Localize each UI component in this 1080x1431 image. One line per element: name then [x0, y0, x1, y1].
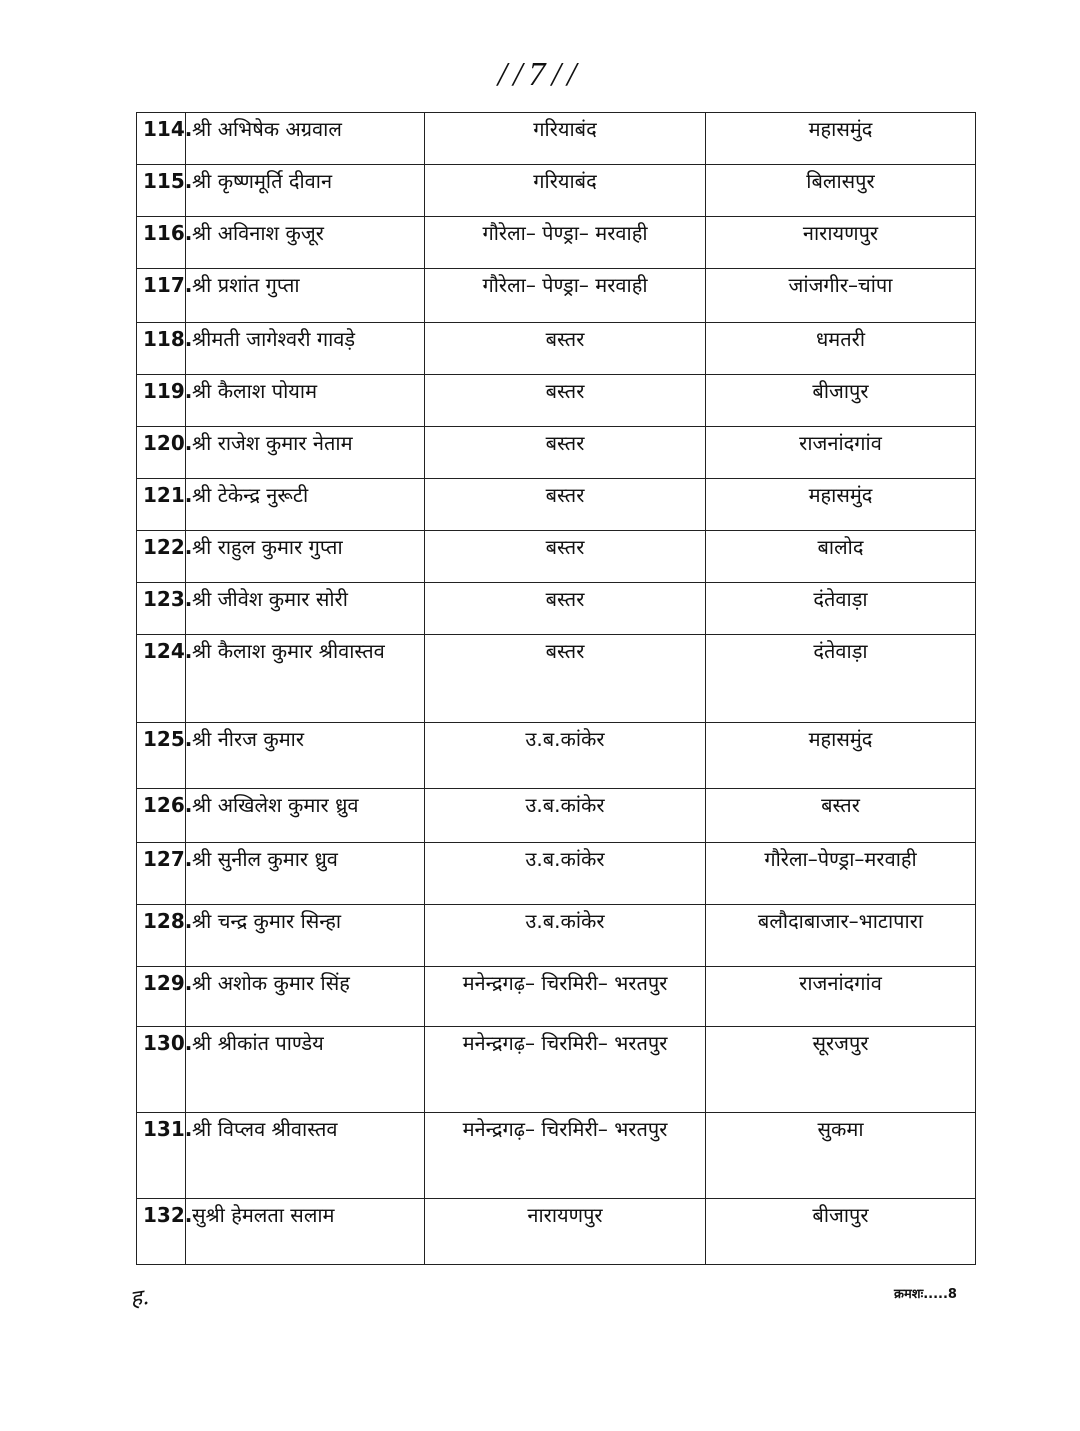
to-district-cell: दंतेवाड़ा [706, 635, 976, 723]
to-district-cell: गौरेला–पेण्ड्रा–मरवाही [706, 843, 976, 905]
serial-number-cell: 124. [137, 635, 186, 723]
to-district-cell: बिलासपुर [706, 165, 976, 217]
officer-name-cell: श्री सुनील कुमार ध्रुव [186, 843, 425, 905]
from-district-cell: गरियाबंद [425, 113, 706, 165]
serial-number-cell: 123. [137, 583, 186, 635]
to-district-cell: राजनांदगांव [706, 967, 976, 1027]
serial-number-cell: 117. [137, 269, 186, 323]
table-row [137, 967, 976, 1027]
serial-number-cell: 115. [137, 165, 186, 217]
table-row [137, 789, 976, 843]
from-district-cell: बस्तर [425, 635, 706, 723]
table-row [137, 1113, 976, 1199]
officer-name-cell: श्री प्रशांत गुप्ता [186, 269, 425, 323]
table-row [137, 723, 976, 789]
to-district-cell: महासमुंद [706, 113, 976, 165]
officer-name-cell: श्री अभिषेक अग्रवाल [186, 113, 425, 165]
from-district-cell: गौरेला– पेण्ड्रा– मरवाही [425, 217, 706, 269]
transfer-table [136, 112, 976, 1265]
officer-name-cell: श्री जीवेश कुमार सोरी [186, 583, 425, 635]
officer-name-cell: श्री राहुल कुमार गुप्ता [186, 531, 425, 583]
from-district-cell: बस्तर [425, 479, 706, 531]
officer-name-cell: श्री नीरज कुमार [186, 723, 425, 789]
to-district-cell: महासमुंद [706, 723, 976, 789]
table-row [137, 843, 976, 905]
serial-number-cell: 121. [137, 479, 186, 531]
from-district-cell: बस्तर [425, 531, 706, 583]
table-row [137, 635, 976, 723]
to-district-cell: नारायणपुर [706, 217, 976, 269]
to-district-cell: बीजापुर [706, 375, 976, 427]
to-district-cell: बस्तर [706, 789, 976, 843]
table-row [137, 427, 976, 479]
officer-name-cell: श्रीमती जागेश्वरी गावड़े [186, 323, 425, 375]
to-district-cell: राजनांदगांव [706, 427, 976, 479]
from-district-cell: बस्तर [425, 583, 706, 635]
officer-name-cell: श्री श्रीकांत पाण्डेय [186, 1027, 425, 1113]
page-number: //7// [497, 56, 583, 93]
officer-name-cell: श्री कृष्णमूर्ति दीवान [186, 165, 425, 217]
table-row [137, 217, 976, 269]
serial-number-cell: 119. [137, 375, 186, 427]
to-district-cell: बीजापुर [706, 1199, 976, 1265]
from-district-cell: मनेन्द्रगढ़– चिरमिरी– भरतपुर [425, 1027, 706, 1113]
continued-note: क्रमशः.....8 [894, 1287, 957, 1302]
officer-name-cell: श्री अविनाश कुजूर [186, 217, 425, 269]
from-district-cell: उ.ब.कांकेर [425, 905, 706, 967]
table-row [137, 165, 976, 217]
to-district-cell: सूरजपुर [706, 1027, 976, 1113]
table-row [137, 375, 976, 427]
from-district-cell: उ.ब.कांकेर [425, 723, 706, 789]
serial-number-cell: 128. [137, 905, 186, 967]
serial-number-cell: 127. [137, 843, 186, 905]
serial-number-cell: 130. [137, 1027, 186, 1113]
officer-name-cell: श्री कैलाश कुमार श्रीवास्तव [186, 635, 425, 723]
serial-number-cell: 116. [137, 217, 186, 269]
serial-number-cell: 118. [137, 323, 186, 375]
to-district-cell: बालोद [706, 531, 976, 583]
serial-number-cell: 122. [137, 531, 186, 583]
to-district-cell: जांजगीर–चांपा [706, 269, 976, 323]
from-district-cell: नारायणपुर [425, 1199, 706, 1265]
table-row [137, 531, 976, 583]
serial-number-cell: 120. [137, 427, 186, 479]
serial-number-cell: 125. [137, 723, 186, 789]
officer-name-cell: श्री चन्द्र कुमार सिन्हा [186, 905, 425, 967]
table-row [137, 1027, 976, 1113]
from-district-cell: उ.ब.कांकेर [425, 843, 706, 905]
officer-name-cell: श्री टेकेन्द्र नुरूटी [186, 479, 425, 531]
officer-name-cell: श्री कैलाश पोयाम [186, 375, 425, 427]
serial-number-cell: 131. [137, 1113, 186, 1199]
from-district-cell: मनेन्द्रगढ़– चिरमिरी– भरतपुर [425, 967, 706, 1027]
from-district-cell: बस्तर [425, 323, 706, 375]
table-row [137, 583, 976, 635]
to-district-cell: धमतरी [706, 323, 976, 375]
officer-name-cell: श्री अशोक कुमार सिंह [186, 967, 425, 1027]
officer-name-cell: श्री राजेश कुमार नेताम [186, 427, 425, 479]
from-district-cell: बस्तर [425, 427, 706, 479]
from-district-cell: उ.ब.कांकेर [425, 789, 706, 843]
officer-name-cell: श्री अखिलेश कुमार ध्रुव [186, 789, 425, 843]
serial-number-cell: 132. [137, 1199, 186, 1265]
table-row [137, 1199, 976, 1265]
from-district-cell: मनेन्द्रगढ़– चिरमिरी– भरतपुर [425, 1113, 706, 1199]
signature: ह. [128, 1284, 151, 1313]
serial-number-cell: 114. [137, 113, 186, 165]
table-row [137, 479, 976, 531]
table-row [137, 269, 976, 323]
serial-number-cell: 126. [137, 789, 186, 843]
table-body [137, 113, 976, 1265]
officer-name-cell: सुश्री हेमलता सलाम [186, 1199, 425, 1265]
officer-name-cell: श्री विप्लव श्रीवास्तव [186, 1113, 425, 1199]
to-district-cell: बलौदाबाजार–भाटापारा [706, 905, 976, 967]
table-row [137, 113, 976, 165]
table-row [137, 905, 976, 967]
from-district-cell: गौरेला– पेण्ड्रा– मरवाही [425, 269, 706, 323]
serial-number-cell: 129. [137, 967, 186, 1027]
from-district-cell: बस्तर [425, 375, 706, 427]
to-district-cell: सुकमा [706, 1113, 976, 1199]
from-district-cell: गरियाबंद [425, 165, 706, 217]
to-district-cell: दंतेवाड़ा [706, 583, 976, 635]
table-row [137, 323, 976, 375]
to-district-cell: महासमुंद [706, 479, 976, 531]
